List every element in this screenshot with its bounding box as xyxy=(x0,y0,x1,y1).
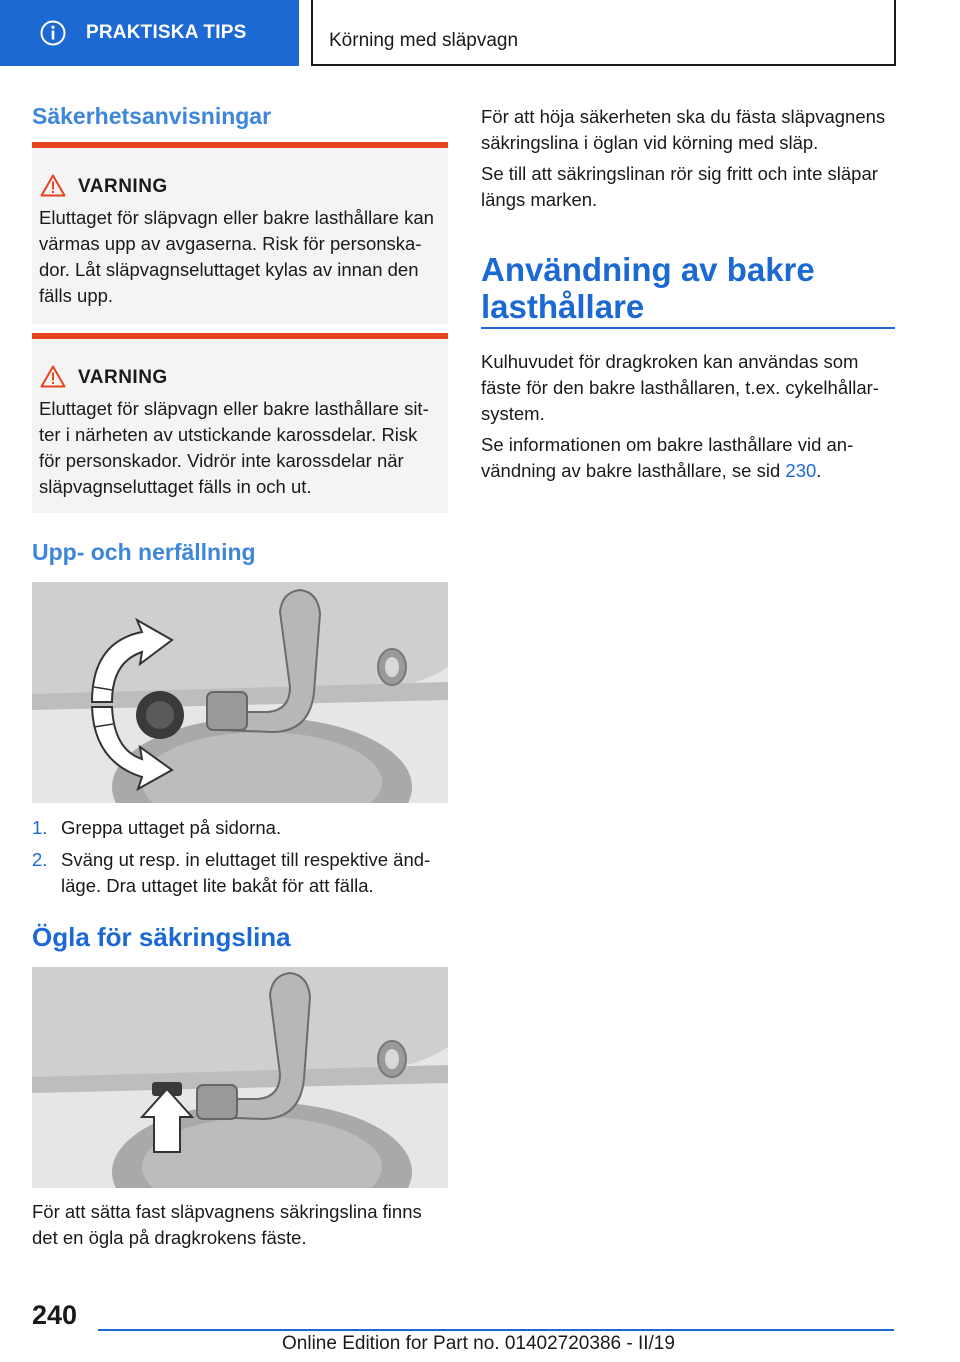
step-line: Greppa uttaget på sidorna. xyxy=(61,817,282,838)
warning-line: ter i närheten av utstickande karossdelar. Risk xyxy=(39,424,418,445)
text-line: längs marken. xyxy=(481,189,598,210)
info-icon xyxy=(40,20,66,46)
text-line: det en ögla på dragkrokens fäste. xyxy=(32,1227,307,1248)
rack-reference xyxy=(481,432,895,484)
page-header xyxy=(0,0,960,66)
warning-box-2 xyxy=(32,333,448,513)
heading-rear-rack xyxy=(481,251,815,325)
heading-loop: Ögla för säkringslina xyxy=(32,922,291,952)
warning-line: Eluttaget för släpvagn eller bakre lasthållare sit- xyxy=(39,398,429,419)
step-line: Sväng ut resp. in eluttaget till respektive änd- xyxy=(61,849,431,870)
heading-fold: Upp- och nerfällning xyxy=(32,539,256,565)
heading-underline xyxy=(481,327,895,329)
intro-paragraph-2 xyxy=(481,161,895,213)
page-number: 240 xyxy=(32,1300,78,1330)
rack-paragraph xyxy=(481,349,895,427)
warning-line: dor. Låt släpvagnseluttaget kylas av innan den xyxy=(39,259,419,280)
heading-line: lasthållare xyxy=(481,288,645,325)
warning-title: VARNING xyxy=(78,367,168,388)
footer-rule xyxy=(98,1329,894,1331)
step-text xyxy=(61,815,448,841)
step-line: läge. Dra uttaget lite bakåt för att fälla. xyxy=(61,875,374,896)
tow-hook-socket-illustration xyxy=(32,582,448,803)
text-line: För att sätta fast släpvagnens säkringslina finns xyxy=(32,1201,422,1222)
text-span: . xyxy=(816,460,822,481)
step-number: 1. xyxy=(32,817,48,838)
loop-description xyxy=(32,1199,448,1251)
warning-box-1 xyxy=(32,142,448,324)
tow-hook-drawing xyxy=(32,582,448,803)
warning-text xyxy=(39,396,445,500)
text-line xyxy=(481,458,895,484)
warning-triangle-icon xyxy=(40,365,66,388)
warning-text xyxy=(39,205,445,309)
text-line: säkringslina i öglan vid körning med släp. xyxy=(481,132,819,153)
text-line: fäste för den bakre lasthållaren, t.ex. cykelhållar- xyxy=(481,377,879,398)
heading-safety: Säkerhetsanvisningar xyxy=(32,103,272,129)
footer-edition: Online Edition for Part no. 01402720386 - II/19 xyxy=(282,1333,675,1354)
warning-line: värmas upp av avgaserna. Risk för personska- xyxy=(39,233,422,254)
safety-loop-illustration xyxy=(32,967,448,1188)
warning-line: släpvagnseluttaget fälls in och ut. xyxy=(39,476,312,497)
warning-title: VARNING xyxy=(78,176,168,197)
warning-line: för personskador. Vidrör inte karossdelar när xyxy=(39,450,404,471)
heading-line: Användning av bakre xyxy=(481,251,815,288)
warning-line: Eluttaget för släpvagn eller bakre lasthållare kan xyxy=(39,207,434,228)
intro-paragraph xyxy=(481,104,895,156)
text-line: system. xyxy=(481,403,545,424)
step-text xyxy=(61,847,448,899)
text-line: Se informationen om bakre lasthållare vid an- xyxy=(481,434,854,455)
safety-loop-drawing xyxy=(32,967,448,1188)
text-line: Se till att säkringslinan rör sig fritt och inte släpar xyxy=(481,163,878,184)
section-tab[interactable] xyxy=(0,0,299,66)
chapter-tab[interactable] xyxy=(311,0,896,66)
chapter-title: Körning med släpvagn xyxy=(329,30,519,51)
section-title: PRAKTISKA TIPS xyxy=(86,22,247,43)
warning-line: fälls upp. xyxy=(39,285,114,306)
text-line: Kulhuvudet för dragkroken kan användas som xyxy=(481,351,859,372)
text-span: vändning av bakre lasthållare, se sid xyxy=(481,460,786,481)
step-number: 2. xyxy=(32,849,48,870)
text-line: För att höja säkerheten ska du fästa släpvagnens xyxy=(481,106,886,127)
page-reference-link[interactable]: 230 xyxy=(785,460,817,481)
warning-triangle-icon xyxy=(40,174,66,197)
